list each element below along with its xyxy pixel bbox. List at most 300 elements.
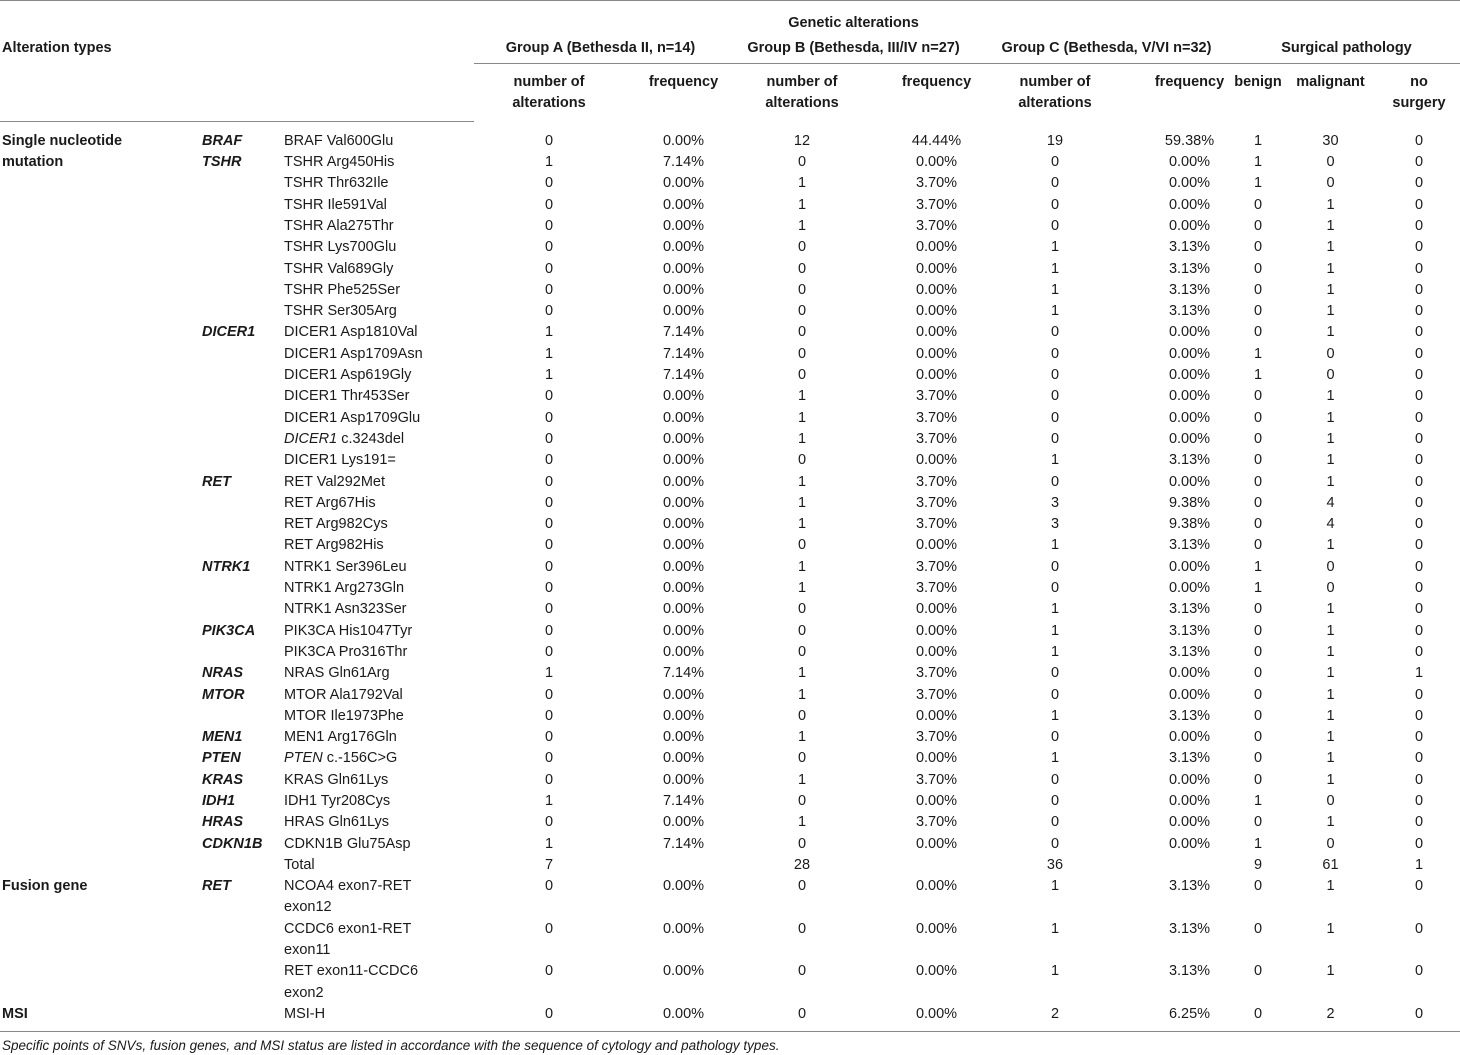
gene-cell [202, 578, 284, 599]
alteration-cell: DICER1 Thr453Ser [284, 388, 410, 405]
category-cell [0, 237, 202, 258]
group-a-number-cell: 1 [544, 835, 554, 852]
group-a-number-cell: 7 [544, 856, 554, 873]
group-a-number-cell: 0 [544, 430, 554, 447]
group-c-frequency-cell: 0.00% [1168, 473, 1211, 490]
gene-cell [202, 429, 284, 450]
table-row [0, 557, 1460, 578]
malignant-cell [1283, 983, 1378, 1004]
benign-cell [1233, 983, 1283, 1004]
group-c-number-cell: 36 [1046, 856, 1064, 873]
group-c-number-cell: 0 [1050, 154, 1060, 171]
no-surgery-cell: 0 [1414, 260, 1424, 277]
group-c-frequency-cell: 9.38% [1168, 516, 1211, 533]
no-surgery-cell: 0 [1414, 388, 1424, 405]
group-a-frequency-cell: 0.00% [662, 217, 705, 234]
table-row [0, 855, 1460, 876]
alteration-cell: TSHR Lys700Glu [284, 239, 397, 256]
category-cell [0, 685, 202, 706]
group-a-frequency-cell: 0.00% [662, 388, 705, 405]
gene-cell: CDKN1B [202, 835, 263, 852]
group-b-frequency-cell: 3.70% [915, 686, 958, 703]
malignant-cell: 0 [1326, 345, 1335, 362]
group-a-frequency-cell: 0.00% [662, 473, 705, 490]
benign-cell: 0 [1253, 217, 1263, 234]
group-b-number-cell: 1 [797, 175, 807, 192]
malignant-cell: 2 [1326, 1005, 1335, 1022]
group-c-frequency-cell: 0.00% [1168, 430, 1211, 447]
malignant-cell: 4 [1326, 516, 1335, 533]
group-a-number-cell: 0 [544, 409, 554, 426]
gene-cell: RET [202, 473, 231, 490]
group-c-number-cell: 19 [1046, 132, 1064, 149]
table-row [0, 919, 1460, 940]
alteration-cell: TSHR Ile591Val [284, 196, 387, 213]
group-b-frequency-cell: 0.00% [915, 324, 958, 341]
group-a-frequency-header: frequency [648, 73, 719, 90]
group-c-frequency-cell: 3.13% [1168, 963, 1211, 980]
table-row [0, 812, 1460, 833]
no-surgery-header: no surgery [1392, 73, 1446, 112]
malignant-cell: 1 [1326, 920, 1335, 937]
group-a-frequency-cell: 0.00% [662, 430, 705, 447]
gene-cell [202, 493, 284, 514]
group-b-frequency-cell: 0.00% [915, 1005, 958, 1022]
alteration-types-header: Alteration types [2, 40, 112, 57]
group-a-number-cell [474, 983, 624, 1004]
group-b-number-cell: 0 [797, 878, 807, 895]
group-a-number-cell: 0 [544, 473, 554, 490]
group-b-number-cell: 1 [797, 217, 807, 234]
group-a-number-header: number of alterations [512, 73, 586, 112]
group-a-number-cell: 0 [544, 1005, 554, 1022]
benign-cell: 1 [1253, 835, 1263, 852]
group-a-number-cell [474, 897, 624, 918]
group-b-frequency-cell [877, 855, 980, 876]
gene-cell [202, 855, 284, 876]
gene-cell [202, 919, 284, 940]
group-c-frequency-cell: 0.00% [1168, 686, 1211, 703]
group-c-number-cell: 0 [1050, 345, 1060, 362]
alteration-cell: TSHR Thr632Ile [284, 175, 389, 192]
group-b-number-cell: 1 [797, 409, 807, 426]
benign-cell: 0 [1253, 196, 1263, 213]
table-row [0, 152, 1460, 173]
malignant-cell: 1 [1326, 217, 1335, 234]
group-b-number-cell: 0 [797, 622, 807, 639]
group-c-number-cell: 0 [1050, 665, 1060, 682]
no-surgery-cell: 0 [1414, 303, 1424, 320]
group-a-number-cell: 0 [544, 175, 554, 192]
category-cell [0, 791, 202, 812]
malignant-cell: 1 [1326, 729, 1335, 746]
benign-cell: 0 [1253, 430, 1263, 447]
no-surgery-cell: 0 [1414, 622, 1424, 639]
group-a-frequency-cell: 0.00% [662, 707, 705, 724]
group-a-frequency-cell: 0.00% [662, 601, 705, 618]
gene-cell [202, 408, 284, 429]
alteration-gene-italic: PTEN [284, 750, 323, 767]
alteration-cell: IDH1 Tyr208Cys [284, 793, 391, 809]
benign-cell: 0 [1253, 707, 1263, 724]
group-b-frequency-header: frequency [901, 73, 972, 90]
malignant-cell: 1 [1326, 409, 1335, 426]
group-a-frequency-cell: 0.00% [662, 239, 705, 256]
table-row [0, 897, 1460, 918]
category-cell [0, 472, 202, 493]
group-b-number-cell: 0 [797, 835, 807, 852]
group-a-frequency-cell: 7.14% [662, 793, 705, 809]
group-c-frequency-cell: 0.00% [1168, 665, 1211, 682]
group-a-number-cell: 0 [544, 281, 554, 298]
group-b-frequency-cell: 3.70% [915, 409, 958, 426]
category-cell [0, 535, 202, 556]
group-c-frequency-cell: 0.00% [1168, 771, 1211, 788]
gene-cell: PIK3CA [202, 622, 256, 639]
group-c-frequency-cell: 3.13% [1168, 260, 1211, 277]
benign-cell: 0 [1253, 409, 1263, 426]
group-c-frequency-cell: 0.00% [1168, 154, 1211, 171]
group-c-number-cell: 0 [1050, 324, 1060, 341]
group-c-number-cell: 1 [1050, 707, 1060, 724]
group-c-number-cell: 1 [1050, 281, 1060, 298]
alteration-cell: MTOR Ala1792Val [284, 686, 403, 703]
group-c-number-cell: 1 [1050, 643, 1060, 660]
gene-cell: PTEN [202, 750, 241, 767]
group-c-number-cell: 0 [1050, 558, 1060, 575]
category-cell [0, 365, 202, 386]
group-a-number-cell: 0 [544, 388, 554, 405]
group-c-header: Group C (Bethesda, V/VI n=32) [1001, 39, 1212, 56]
alteration-cell: NCOA4 exon7-RET [284, 878, 412, 895]
group-a-number-cell: 0 [544, 580, 554, 597]
gene-cell [202, 535, 284, 556]
alteration-cell: DICER1 Asp1810Val [284, 324, 418, 341]
group-b-frequency-cell [877, 897, 980, 918]
no-surgery-cell: 0 [1414, 963, 1424, 980]
category-cell [0, 983, 202, 1004]
group-a-number-cell: 0 [544, 132, 554, 149]
no-surgery-cell: 0 [1414, 452, 1424, 469]
group-a-number-cell: 0 [544, 814, 554, 831]
no-surgery-cell: 0 [1414, 750, 1424, 767]
category-cell [0, 706, 202, 727]
alteration-cell: NTRK1 Ser396Leu [284, 558, 407, 575]
group-a-number-cell: 0 [544, 537, 554, 554]
category-cell [0, 322, 202, 343]
group-c-number-cell: 0 [1050, 217, 1060, 234]
benign-cell: 0 [1253, 920, 1263, 937]
table-footnote: Specific points of SNVs, fusion genes, and MSI status are listed in accordance with the sequence of cytology and pathology types. [2, 1038, 780, 1053]
malignant-cell: 0 [1326, 154, 1335, 171]
benign-cell [1233, 897, 1283, 918]
malignant-cell: 0 [1326, 835, 1335, 852]
category-cell [0, 940, 202, 961]
group-c-frequency-cell: 0.00% [1168, 388, 1211, 405]
group-b-header: Group B (Bethesda, III/IV n=27) [747, 39, 960, 56]
group-b-number-cell: 0 [797, 793, 807, 809]
group-b-number-cell: 1 [797, 430, 807, 447]
benign-cell: 1 [1253, 132, 1263, 149]
no-surgery-cell: 0 [1414, 324, 1424, 341]
benign-cell: 0 [1253, 686, 1263, 703]
group-c-frequency-cell: 3.13% [1168, 601, 1211, 618]
group-c-frequency-cell: 3.13% [1168, 303, 1211, 320]
group-b-frequency-cell: 0.00% [915, 452, 958, 469]
benign-cell: 1 [1253, 345, 1263, 362]
table-row [0, 259, 1460, 280]
benign-cell: 0 [1253, 750, 1263, 767]
table-row [0, 642, 1460, 663]
group-a-number-cell: 0 [544, 558, 554, 575]
gene-cell [202, 301, 284, 322]
no-surgery-cell: 0 [1414, 345, 1424, 362]
group-c-frequency-cell: 3.13% [1168, 878, 1211, 895]
group-c-number-cell: 0 [1050, 388, 1060, 405]
table-row [0, 301, 1460, 322]
group-c-number-cell [980, 897, 1130, 918]
alteration-cell: MEN1 Arg176Gln [284, 729, 397, 746]
alteration-cell: TSHR Ala275Thr [284, 217, 394, 234]
table-row [0, 1004, 1460, 1025]
no-surgery-cell: 0 [1414, 196, 1424, 213]
group-a-number-cell: 0 [544, 217, 554, 234]
group-a-number-cell: 0 [544, 920, 554, 937]
no-surgery-cell: 0 [1414, 920, 1424, 937]
group-c-frequency-cell: 0.00% [1168, 729, 1211, 746]
group-c-number-cell [980, 940, 1130, 961]
group-a-number-cell: 1 [544, 324, 554, 341]
malignant-cell: 0 [1326, 793, 1335, 809]
no-surgery-cell: 0 [1414, 217, 1424, 234]
gene-cell [202, 940, 284, 961]
group-a-number-cell: 1 [544, 345, 554, 362]
group-c-frequency-cell: 0.00% [1168, 558, 1211, 575]
group-a-frequency-cell: 7.14% [662, 367, 705, 384]
table-row [0, 706, 1460, 727]
group-a-number-cell: 0 [544, 239, 554, 256]
category-cell [0, 919, 202, 940]
group-b-number-cell: 0 [797, 367, 807, 384]
group-a-frequency-cell: 7.14% [662, 665, 705, 682]
alteration-cell: NTRK1 Asn323Ser [284, 601, 407, 618]
group-c-number-cell: 1 [1050, 239, 1060, 256]
group-b-frequency-cell: 3.70% [915, 580, 958, 597]
group-b-number-cell: 0 [797, 239, 807, 256]
group-b-number-cell [727, 983, 877, 1004]
group-a-number-cell: 0 [544, 963, 554, 980]
group-b-frequency-cell: 0.00% [915, 878, 958, 895]
group-c-number-cell: 2 [1050, 1005, 1060, 1022]
group-c-number-cell: 0 [1050, 771, 1060, 788]
no-surgery-cell: 0 [1414, 835, 1424, 852]
malignant-cell: 61 [1322, 856, 1339, 873]
table-row [0, 940, 1460, 961]
group-b-number-cell: 1 [797, 516, 807, 533]
category-cell [0, 429, 202, 450]
group-b-number-cell: 1 [797, 388, 807, 405]
benign-cell: 0 [1253, 601, 1263, 618]
group-b-frequency-cell: 3.70% [915, 494, 958, 511]
malignant-cell: 1 [1326, 239, 1335, 256]
gene-cell: MTOR [202, 686, 245, 703]
table-row [0, 876, 1460, 897]
table-row [0, 344, 1460, 365]
table-row [0, 280, 1460, 301]
group-a-frequency-cell: 0.00% [662, 920, 705, 937]
gene-cell: NTRK1 [202, 558, 251, 575]
malignant-cell: 1 [1326, 601, 1335, 618]
alteration-cell: KRAS Gln61Lys [284, 771, 389, 788]
alteration-cell: exon11 [284, 942, 331, 959]
malignant-cell: 4 [1326, 494, 1335, 511]
group-a-frequency-cell: 0.00% [662, 516, 705, 533]
benign-cell: 0 [1253, 281, 1263, 298]
gene-cell [202, 195, 284, 216]
group-b-frequency-cell: 0.00% [915, 601, 958, 618]
no-surgery-cell: 0 [1414, 537, 1424, 554]
group-c-number-cell: 1 [1050, 303, 1060, 320]
alteration-text: c.3243del [337, 430, 405, 447]
group-b-number-cell: 0 [797, 1005, 807, 1022]
gene-cell: NRAS [202, 665, 244, 682]
gene-cell: DICER1 [202, 324, 256, 341]
group-b-frequency-cell: 0.00% [915, 963, 958, 980]
table-row [0, 748, 1460, 769]
table-row [0, 578, 1460, 599]
group-a-frequency-cell: 0.00% [662, 750, 705, 767]
group-c-frequency-cell: 3.13% [1168, 239, 1211, 256]
gene-cell: TSHR [202, 154, 242, 171]
group-c-frequency-cell: 3.13% [1168, 281, 1211, 298]
no-surgery-cell: 0 [1414, 516, 1424, 533]
group-c-frequency-cell: 0.00% [1168, 324, 1211, 341]
group-c-number-cell: 1 [1050, 452, 1060, 469]
group-a-frequency-cell [624, 897, 727, 918]
group-a-number-cell: 0 [544, 729, 554, 746]
group-c-frequency-cell: 3.13% [1168, 707, 1211, 724]
gene-cell [202, 259, 284, 280]
group-c-number-cell: 1 [1050, 963, 1060, 980]
group-b-frequency-cell: 0.00% [915, 154, 958, 171]
group-c-number-cell: 0 [1050, 729, 1060, 746]
group-c-frequency-cell: 0.00% [1168, 409, 1211, 426]
group-a-frequency-cell: 0.00% [662, 580, 705, 597]
benign-cell: 0 [1253, 622, 1263, 639]
no-surgery-cell: 0 [1414, 430, 1424, 447]
group-a-frequency-cell: 0.00% [662, 622, 705, 639]
gene-cell [202, 237, 284, 258]
group-b-number-cell: 1 [797, 729, 807, 746]
malignant-cell: 1 [1326, 452, 1335, 469]
alteration-cell: MSI-H [284, 1005, 326, 1022]
no-surgery-cell: 0 [1414, 409, 1424, 426]
group-b-frequency-cell: 3.70% [915, 175, 958, 192]
group-a-frequency-cell: 0.00% [662, 537, 705, 554]
benign-cell [1233, 940, 1283, 961]
gene-cell [202, 599, 284, 620]
group-c-frequency-cell: 3.13% [1168, 622, 1211, 639]
group-a-frequency-cell: 0.00% [662, 686, 705, 703]
group-b-frequency-cell: 3.70% [915, 771, 958, 788]
group-a-number-cell: 0 [544, 196, 554, 213]
table-row [0, 216, 1460, 237]
group-a-frequency-cell: 7.14% [662, 835, 705, 852]
benign-cell: 0 [1253, 494, 1263, 511]
group-a-number-cell: 0 [544, 750, 554, 767]
group-b-frequency-cell: 3.70% [915, 665, 958, 682]
group-c-frequency-cell [1130, 897, 1233, 918]
gene-cell [202, 961, 284, 982]
group-b-frequency-cell: 0.00% [915, 835, 958, 852]
group-c-frequency-cell: 59.38% [1164, 132, 1215, 149]
malignant-cell: 1 [1326, 771, 1335, 788]
group-a-number-cell: 1 [544, 793, 554, 809]
group-c-frequency-cell: 6.25% [1168, 1005, 1211, 1022]
category-cell [0, 195, 202, 216]
group-c-frequency-cell: 3.13% [1168, 452, 1211, 469]
alteration-cell [284, 748, 474, 769]
alteration-cell: TSHR Arg450His [284, 154, 395, 171]
group-c-frequency-cell: 3.13% [1168, 920, 1211, 937]
group-c-number-cell: 1 [1050, 750, 1060, 767]
table-row [0, 131, 1460, 152]
malignant-cell: 1 [1326, 388, 1335, 405]
category-cell [0, 301, 202, 322]
gene-cell: BRAF [202, 132, 243, 149]
group-c-number-cell: 0 [1050, 196, 1060, 213]
alteration-cell: BRAF Val600Glu [284, 132, 394, 149]
group-c-frequency-cell [1130, 940, 1233, 961]
benign-cell: 0 [1253, 388, 1263, 405]
group-b-number-cell: 1 [797, 771, 807, 788]
table-row [0, 727, 1460, 748]
no-surgery-cell: 0 [1414, 132, 1424, 149]
group-a-number-cell: 0 [544, 516, 554, 533]
no-surgery-cell: 0 [1414, 878, 1424, 895]
category-cell: MSI [2, 1005, 28, 1022]
category-cell [0, 216, 202, 237]
group-a-frequency-cell: 7.14% [662, 324, 705, 341]
category-cell: mutation [2, 154, 64, 171]
malignant-cell: 1 [1326, 196, 1335, 213]
group-c-number-cell: 0 [1050, 367, 1060, 384]
alteration-cell: RET Arg982Cys [284, 516, 388, 533]
category-cell [0, 855, 202, 876]
group-c-frequency-cell [1130, 983, 1233, 1004]
group-c-frequency-cell: 3.13% [1168, 537, 1211, 554]
alteration-cell: PIK3CA His1047Tyr [284, 622, 413, 639]
group-a-number-cell: 1 [544, 665, 554, 682]
table-row [0, 599, 1460, 620]
gene-cell: HRAS [202, 814, 244, 831]
benign-cell: 0 [1253, 537, 1263, 554]
gene-cell [202, 450, 284, 471]
group-b-number-cell: 0 [797, 324, 807, 341]
group-a-number-cell: 0 [544, 643, 554, 660]
table-row [0, 514, 1460, 535]
group-b-frequency-cell: 0.00% [915, 622, 958, 639]
no-surgery-cell [1378, 983, 1460, 1004]
alteration-gene-italic: DICER1 [284, 430, 338, 447]
group-a-number-cell: 0 [544, 878, 554, 895]
group-b-frequency-cell: 3.70% [915, 388, 958, 405]
group-b-number-cell: 0 [797, 963, 807, 980]
group-b-number-cell: 1 [797, 665, 807, 682]
benign-cell: 1 [1253, 175, 1263, 192]
group-c-frequency-cell: 0.00% [1168, 580, 1211, 597]
malignant-cell: 1 [1326, 324, 1335, 341]
